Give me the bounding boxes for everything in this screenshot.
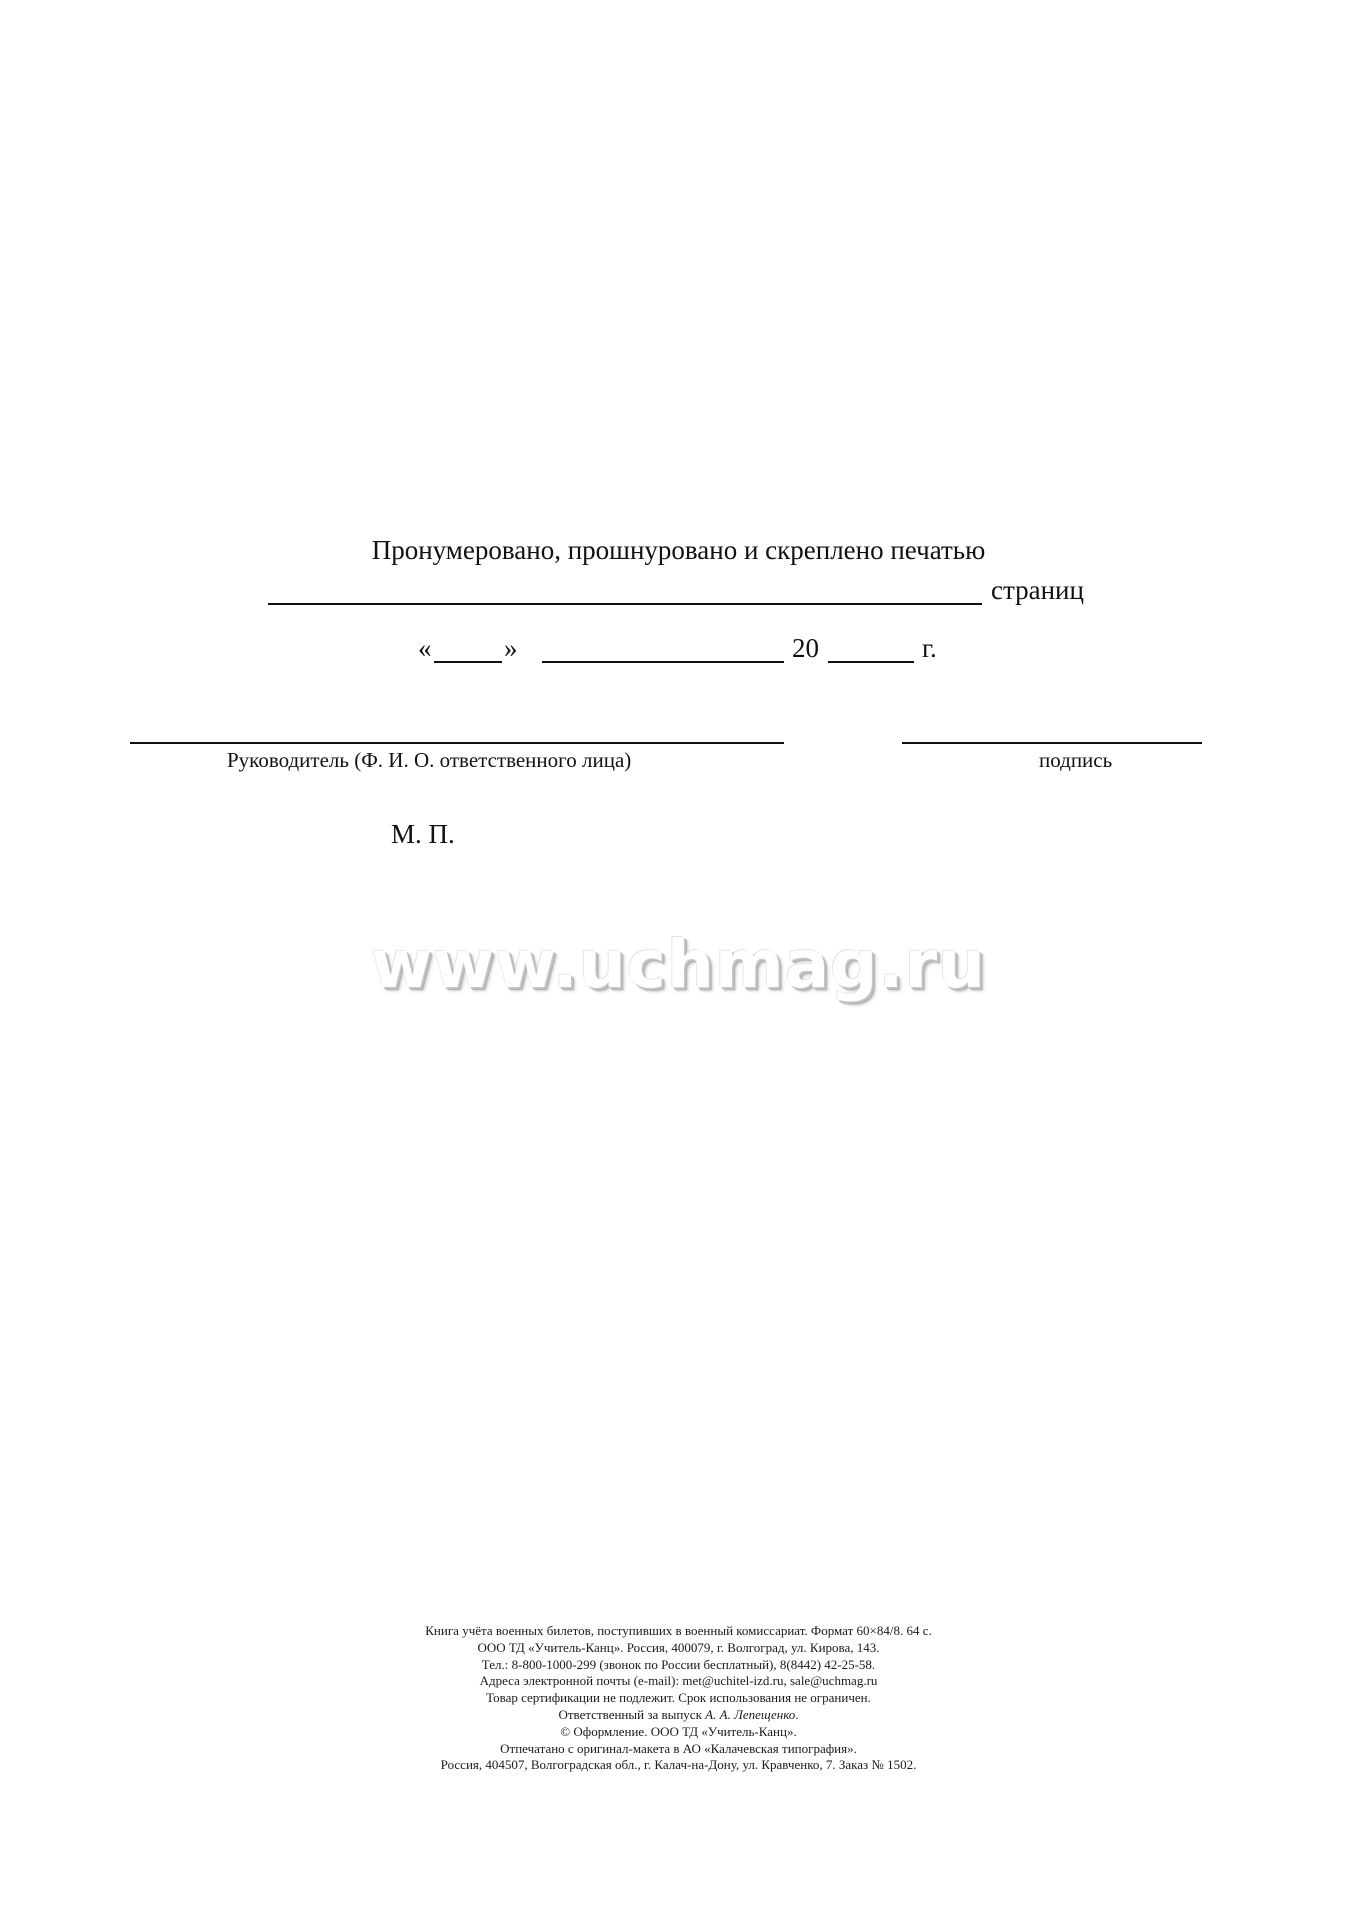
- certification-title: Пронумеровано, прошнуровано и скреплено печатью: [371, 535, 986, 565]
- year-blank-line: [828, 661, 914, 663]
- day-blank-line: [434, 661, 502, 663]
- responsible-name: А. А. Лепещенко: [705, 1706, 796, 1722]
- imprint-block: [0, 1623, 1357, 1774]
- responsible-prefix: Ответственный за выпуск: [558, 1706, 702, 1722]
- imprint-line: ООО ТД «Учитель-Канц». Россия, 400079, г. Волгоград, ул. Кирова, 143.: [477, 1639, 880, 1655]
- watermark: www.uchmag.ru: [370, 926, 987, 1003]
- imprint-line: Отпечатано с оригинал-макета в АО «Калачевская типография».: [500, 1740, 857, 1756]
- imprint-line: © Оформление. ООО ТД «Учитель-Канц».: [560, 1723, 797, 1739]
- responsible-suffix: .: [795, 1706, 799, 1722]
- date-row: [418, 632, 978, 666]
- imprint-line: Тел.: 8-800-1000-299 (звонок по России бесплатный), 8(8442) 42-25-58.: [481, 1656, 876, 1672]
- day-open-quote: «: [418, 633, 432, 663]
- year-prefix: 20: [792, 633, 819, 663]
- imprint-line: Адреса электронной почты (e-mail): met@uchitel-izd.ru, sale@uchmag.ru: [479, 1673, 878, 1689]
- page-count-blank-line: [268, 603, 982, 605]
- day-close-quote: »: [504, 633, 518, 663]
- imprint-line: Книга учёта военных билетов, поступивших в военный комиссариат. Формат 60×84/8. 64 с.: [425, 1623, 932, 1638]
- head-name-blank-line: [130, 742, 784, 744]
- imprint-line: Россия, 404507, Волгоградская обл., г. Калач-на-Дону, ул. Кравченко, 7. Заказ № 1502.: [440, 1757, 917, 1773]
- seal-mark: М. П.: [391, 819, 455, 849]
- imprint-line: Товар сертификации не подлежит. Срок использования не ограничен.: [486, 1690, 871, 1706]
- year-suffix: г.: [922, 633, 937, 663]
- signature-caption: подпись: [1039, 748, 1113, 772]
- imprint-line-responsible: [0, 1707, 1357, 1724]
- head-caption: Руководитель (Ф. И. О. ответственного лица): [227, 748, 632, 772]
- month-blank-line: [542, 661, 784, 663]
- pages-word: страниц: [991, 575, 1084, 605]
- signature-blank-line: [902, 742, 1202, 744]
- page-count-row: [268, 574, 1098, 608]
